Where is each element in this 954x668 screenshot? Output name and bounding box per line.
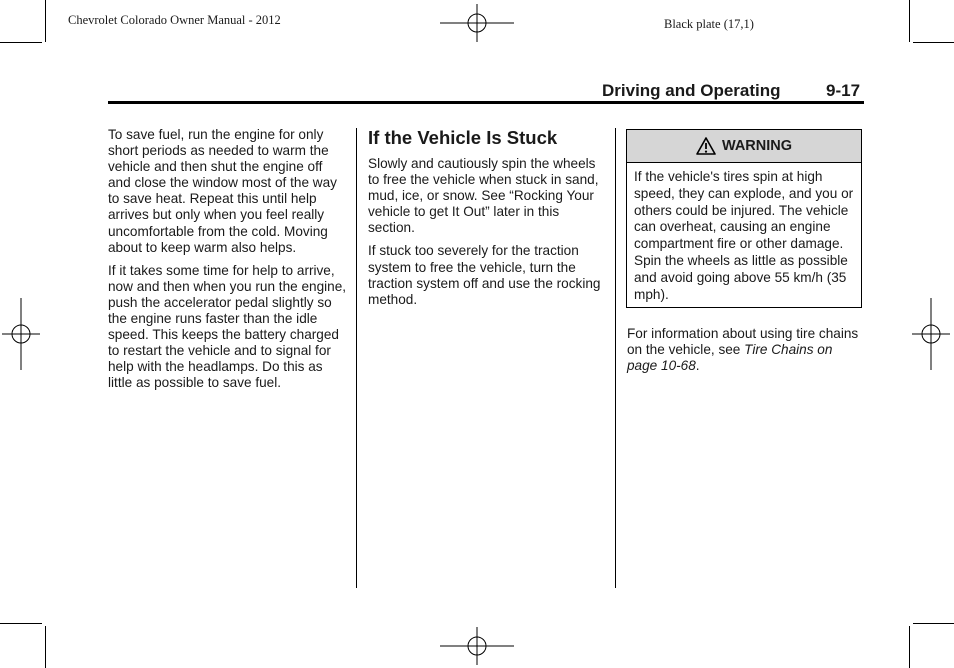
crop-mark [909,626,910,668]
warning-header [627,130,861,163]
paragraph [627,326,863,374]
info-suffix: . [695,358,700,374]
registration-mark-icon [2,298,40,370]
manual-title: Chevrolet Colorado Owner Manual - 2012 [68,13,281,27]
crop-mark [45,0,46,42]
crop-mark [913,42,954,43]
warning-label: WARNING [721,138,793,154]
registration-mark-icon [440,4,514,42]
paragraph: Slowly and cautiously spin the wheels to free the vehicle when stuck in sand, mud, ice, or snow. See “Rocking Your vehicle to get It Out” later in this section. [368,156,599,236]
warning-box [626,129,862,308]
column-divider [615,128,616,588]
crop-mark [913,623,954,624]
crop-mark [45,626,46,668]
warning-text: If the vehicle's tires spin at high speed, they can explode, and you or others could be injured. The vehicle can overheat, causing an engine compartment fire or other damage. Spin the wheels as little as possible and avoid going above 55 km/h (35 mph). [634,169,854,302]
warning-icon [696,137,716,155]
registration-mark-icon [440,627,514,665]
info-text: For information about using tire chains on the vehicle, see [627,326,859,358]
column-left [108,127,348,399]
column-divider [356,128,357,588]
column-middle [368,127,604,315]
section-title: Driving and Operating [602,81,781,100]
paragraph: If it takes some time for help to arrive, now and then when you run the engine, push the accelerator pedal slightly so the engine runs faster than the idle speed. This keeps the battery charged to restart the vehicle and to signal for help with the headlamps. Do this as little as possible to save fuel. [108,262,347,391]
crop-mark [0,623,42,624]
cross-reference-link[interactable]: Tire Chains on page 10-68 [627,342,833,374]
registration-mark-icon [912,298,950,370]
column-right [627,326,863,381]
paragraph: If stuck too severely for the traction system to free the vehicle, turn the traction system off and use the rocking method. [368,243,601,307]
crop-mark [0,42,42,43]
paragraph: To save fuel, run the engine for only short periods as needed to warm the vehicle and then shut the engine off and close the window most of the way to save heat. Repeat this until help arrives but only when you feel really uncomfortable from the cold. Moving about to keep warm also helps. [108,127,337,255]
crop-mark [909,0,910,42]
plate-label: Black plate (17,1) [664,17,754,31]
header-rule [108,101,864,104]
page-number: 9-17 [826,81,861,100]
section-heading: If the Vehicle Is Stuck [368,127,558,148]
